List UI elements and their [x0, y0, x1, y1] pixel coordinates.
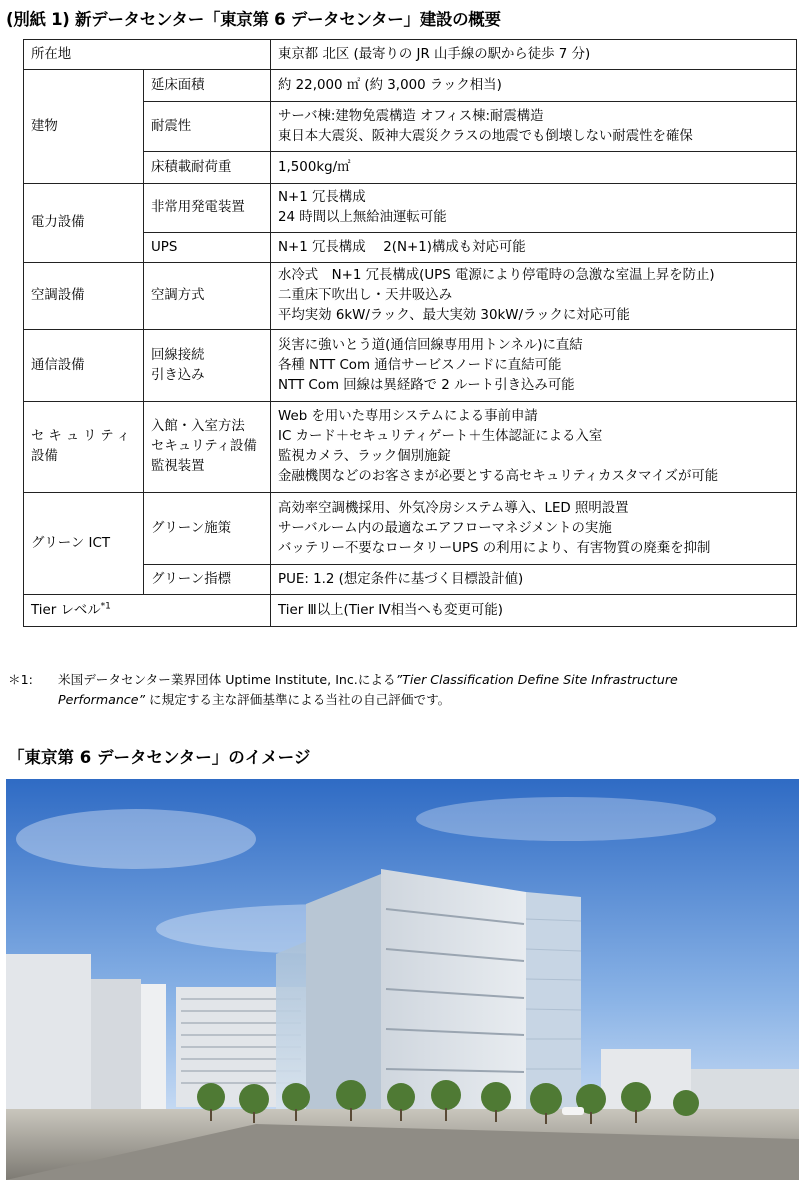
row-value — [271, 330, 797, 402]
category-label: 電力設備 — [24, 184, 144, 263]
table-row — [24, 330, 797, 402]
row-label — [144, 330, 271, 402]
category-label: 通信設備 — [24, 330, 144, 402]
footnote — [8, 670, 794, 710]
table-row — [24, 493, 797, 565]
value-line: サーバ棟:建物免震構造 オフィス棟:耐震構造 — [278, 108, 544, 124]
row-label: 延床面積 — [144, 70, 271, 102]
label-line: 引き込み — [151, 367, 205, 383]
value-line: 監視カメラ、ラック個別施錠 — [278, 449, 451, 464]
row-label: 耐震性 — [144, 102, 271, 152]
tier-label: Tier レベル — [31, 602, 101, 618]
table-row — [24, 40, 797, 70]
footnote-mark: ＊1: — [8, 672, 33, 687]
value-line: バッテリー不要なロータリーUPS の利用により、有害物質の廃棄を抑制 — [278, 540, 711, 556]
row-value — [271, 263, 797, 330]
value-line: 東日本大震災、阪神大震災クラスの地震でも倒壊しない耐震性を確保 — [278, 128, 693, 144]
category-label: 空調設備 — [24, 263, 144, 330]
value-line: 二重床下吹出し・天井吸込み — [278, 288, 453, 303]
label-line: 監視装置 — [151, 459, 205, 474]
value-line: 各種 NTT Com 通信サービスノードに直結可能 — [278, 357, 562, 373]
page-title: (別紙 1) 新データセンター「東京第 6 データセンター」建設の概要 — [6, 10, 501, 29]
value-line: サーバルーム内の最適なエアフローマネジメントの実施 — [278, 520, 612, 536]
row-label: 床積載耐荷重 — [144, 152, 271, 184]
row-value — [271, 493, 797, 565]
row-label: グリーン指標 — [144, 565, 271, 595]
category-label: グリーン ICT — [24, 493, 144, 595]
row-value: N+1 冗長構成 2(N+1)構成も対応可能 — [271, 233, 797, 263]
category-label: 建物 — [24, 70, 144, 184]
row-label: 所在地 — [24, 40, 271, 70]
row-value — [271, 102, 797, 152]
row-label: グリーン施策 — [144, 493, 271, 565]
table-row — [24, 402, 797, 493]
building-rendering-illustration — [6, 779, 799, 1180]
building-rendering — [6, 779, 799, 1180]
row-value — [271, 184, 797, 233]
label-line: 回線接続 — [151, 347, 205, 363]
row-label: UPS — [144, 233, 271, 263]
row-value: 約 22,000 ㎡ (約 3,000 ラック相当) — [271, 70, 797, 102]
row-value: Tier Ⅲ以上(Tier Ⅳ相当へも変更可能) — [271, 595, 797, 627]
image-heading: 「東京第 6 データセンター」のイメージ — [8, 748, 311, 767]
label-line: セキュリティ — [31, 429, 135, 444]
footnote-title-cont: Performance” — [58, 692, 146, 707]
row-value: PUE: 1.2 (想定条件に基づく目標設計値) — [271, 565, 797, 595]
label-line: 設備 — [31, 449, 58, 464]
value-line: 水冷式 N+1 冗長構成(UPS 電源により停電時の急激な室温上昇を防止) — [278, 268, 715, 283]
value-line: Web を用いた専用システムによる事前申請 — [278, 409, 538, 424]
row-label: 非常用発電装置 — [144, 184, 271, 233]
footnote-text: 米国データセンター業界団体 Uptime Institute, Inc.による — [58, 672, 396, 687]
value-line: 災害に強いとう道(通信回線専用用トンネル)に直結 — [278, 337, 583, 353]
label-line: 入館・入室方法 — [151, 419, 245, 434]
table-row — [24, 184, 797, 233]
footnote-ref: *1 — [100, 601, 111, 612]
row-value — [271, 402, 797, 493]
value-line: 24 時間以上無給油運転可能 — [278, 210, 447, 225]
table-row — [24, 595, 797, 627]
row-value: 東京都 北区 (最寄りの JR 山手線の駅から徒歩 7 分) — [271, 40, 797, 70]
spec-table — [23, 39, 797, 627]
footnote-text-cont: に規定する主な評価基準による当社の自己評価です。 — [145, 692, 451, 707]
value-line: 高効率空調機採用、外気冷房システム導入、LED 照明設置 — [278, 500, 629, 516]
table-row — [24, 263, 797, 330]
label-line: セキュリティ設備 — [151, 439, 257, 454]
row-label: 空調方式 — [144, 263, 271, 330]
value-line: NTT Com 回線は異経路で 2 ルート引き込み可能 — [278, 377, 575, 393]
category-label — [24, 402, 144, 493]
table-row — [24, 70, 797, 102]
value-line: 平均実効 6kW/ラック、最大実効 30kW/ラックに対応可能 — [278, 308, 630, 323]
row-label — [24, 595, 271, 627]
value-line: 金融機関などのお客さまが必要とする高セキュリティカスタマイズが可能 — [278, 469, 719, 484]
footnote-title: ”Tier Classification Define Site Infrastructure — [395, 672, 678, 687]
row-label — [144, 402, 271, 493]
value-line: N+1 冗長構成 — [278, 190, 366, 205]
value-line: IC カード＋セキュリティゲート＋生体認証による入室 — [278, 429, 603, 444]
row-value: 1,500kg/㎡ — [271, 152, 797, 184]
